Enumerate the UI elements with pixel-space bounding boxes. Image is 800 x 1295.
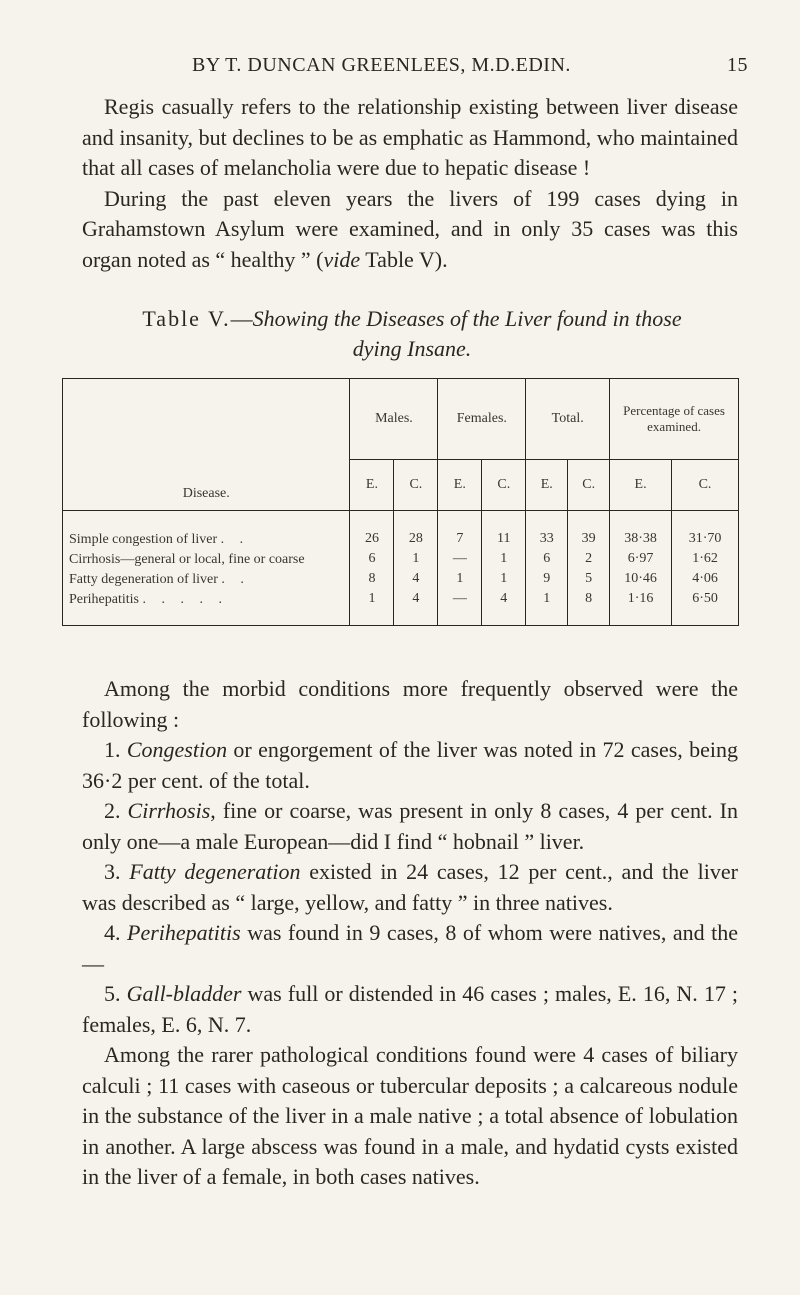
table-cell: 1 xyxy=(482,571,526,591)
table-cell: 33 xyxy=(526,511,568,552)
table-cell: 31·70 xyxy=(672,511,739,552)
table-cell: 11 xyxy=(482,511,526,552)
findings-text xyxy=(82,674,738,1193)
finding-item: 3. Fatty degeneration existed in 24 cases, 12 per cent., and the liver was described as “ large, yellow, and fatty ” in three natives. xyxy=(82,859,738,915)
liver-disease-table xyxy=(62,378,739,626)
table-cell: 4 xyxy=(482,591,526,626)
table-cell: 1·62 xyxy=(672,551,739,571)
subheader-cell: E. xyxy=(438,460,482,511)
table-row xyxy=(63,511,739,552)
table-cell: 5 xyxy=(568,571,610,591)
findings-closing: Among the rarer pathological conditions found were 4 cases of biliary calculi ; 11 cases with caseous or tubercular deposits ; a calcareous nodule in the substance of the liver in a male native ; a total absence of lobulation in another. A large abscess was found in a male, and hydatid cysts existed in the liver of a female, in both cases natives. xyxy=(82,1042,738,1189)
finding-item: 5. Gall-bladder was full or distended in 46 cases ; males, E. 16, N. 17 ; females, E. 6, N. 7. xyxy=(82,981,738,1037)
table-cell: 1 xyxy=(482,551,526,571)
table-cell: 8 xyxy=(350,571,394,591)
page-number: 15 xyxy=(727,54,748,76)
findings-lead: Among the morbid conditions more frequently observed were the following : xyxy=(82,676,738,732)
table-cell: 4 xyxy=(394,591,438,626)
table-title-line-2: dying Insane. xyxy=(352,336,472,361)
header-females: Females. xyxy=(438,379,526,460)
subheader-cell: E. xyxy=(350,460,394,511)
table-cell: 8 xyxy=(568,591,610,626)
table-cell: 38·38 xyxy=(610,511,672,552)
intro-paragraph-2: During the past eleven years the livers of 199 cases dying in Grahamstown Asylum were examined, and in only 35 cases was this organ noted as “ healthy ” (vide Table V). xyxy=(82,185,738,272)
table-cell: 2 xyxy=(568,551,610,571)
table-cell: 28 xyxy=(394,511,438,552)
table-cell: 6 xyxy=(526,551,568,571)
table-caption: Table V.—Showing the Diseases of the Liver found in those dying Insane. xyxy=(142,306,682,361)
header-total: Total. xyxy=(526,379,610,460)
finding-item: 2. Cirrhosis, fine or coarse, was present in only 8 cases, 4 per cent. In only one—a male European—did I find “ hobnail ” liver. xyxy=(82,798,739,854)
subheader-cell: C. xyxy=(482,460,526,511)
table-cell: 1·16 xyxy=(610,591,672,626)
table-cell: 4·06 xyxy=(672,571,739,591)
header-males: Males. xyxy=(350,379,438,460)
table-cell: 26 xyxy=(350,511,394,552)
table-cell: 9 xyxy=(526,571,568,591)
table-cell: 1 xyxy=(350,591,394,626)
table-cell: — xyxy=(438,591,482,626)
disease-name: Perihepatitis . . . . . xyxy=(63,591,350,626)
header-disease: Disease. xyxy=(63,379,350,511)
finding-item: 4. Perihepatitis was found in 9 cases, 8 of whom were natives, and the— xyxy=(82,920,738,976)
finding-item: 1. Congestion or engorgement of the liver was noted in 72 cases, being 36·2 per cent. of the total. xyxy=(82,737,739,793)
table-label: Table V. xyxy=(142,306,231,331)
subheader-cell: C. xyxy=(568,460,610,511)
table-cell: 6·97 xyxy=(610,551,672,571)
table-row xyxy=(63,551,739,571)
header-percentage: Percentage of cases examined. xyxy=(610,379,739,460)
disease-name: Cirrhosis—general or local, fine or coarse xyxy=(63,551,350,571)
table-cell: 6·50 xyxy=(672,591,739,626)
table-cell: 10·46 xyxy=(610,571,672,591)
table-cell: 39 xyxy=(568,511,610,552)
table-cell: 4 xyxy=(394,571,438,591)
running-head: BY T. DUNCAN GREENLEES, M.D.EDIN. xyxy=(192,54,571,76)
table-cell: 7 xyxy=(438,511,482,552)
intro-paragraph-1: Regis casually refers to the relationship existing between liver disease and insanity, but declines to be as emphatic as Hammond, who maintained that all cases of melancholia were due to hepatic disease ! xyxy=(82,94,738,180)
subheader-cell: C. xyxy=(672,460,739,511)
table-cell: 1 xyxy=(438,571,482,591)
subheader-cell: C. xyxy=(394,460,438,511)
subheader-cell: E. xyxy=(610,460,672,511)
table-row xyxy=(63,571,739,591)
table-title-line-1: Showing the Diseases of the Liver found in those xyxy=(252,306,682,331)
subheader-cell: E. xyxy=(526,460,568,511)
table-cell: 1 xyxy=(394,551,438,571)
disease-name: Simple congestion of liver . . xyxy=(63,511,350,552)
intro-text xyxy=(82,92,738,275)
table-row xyxy=(63,591,739,626)
disease-name: Fatty degeneration of liver . . xyxy=(63,571,350,591)
table-cell: — xyxy=(438,551,482,571)
table-cell: 1 xyxy=(526,591,568,626)
table-cell: 6 xyxy=(350,551,394,571)
